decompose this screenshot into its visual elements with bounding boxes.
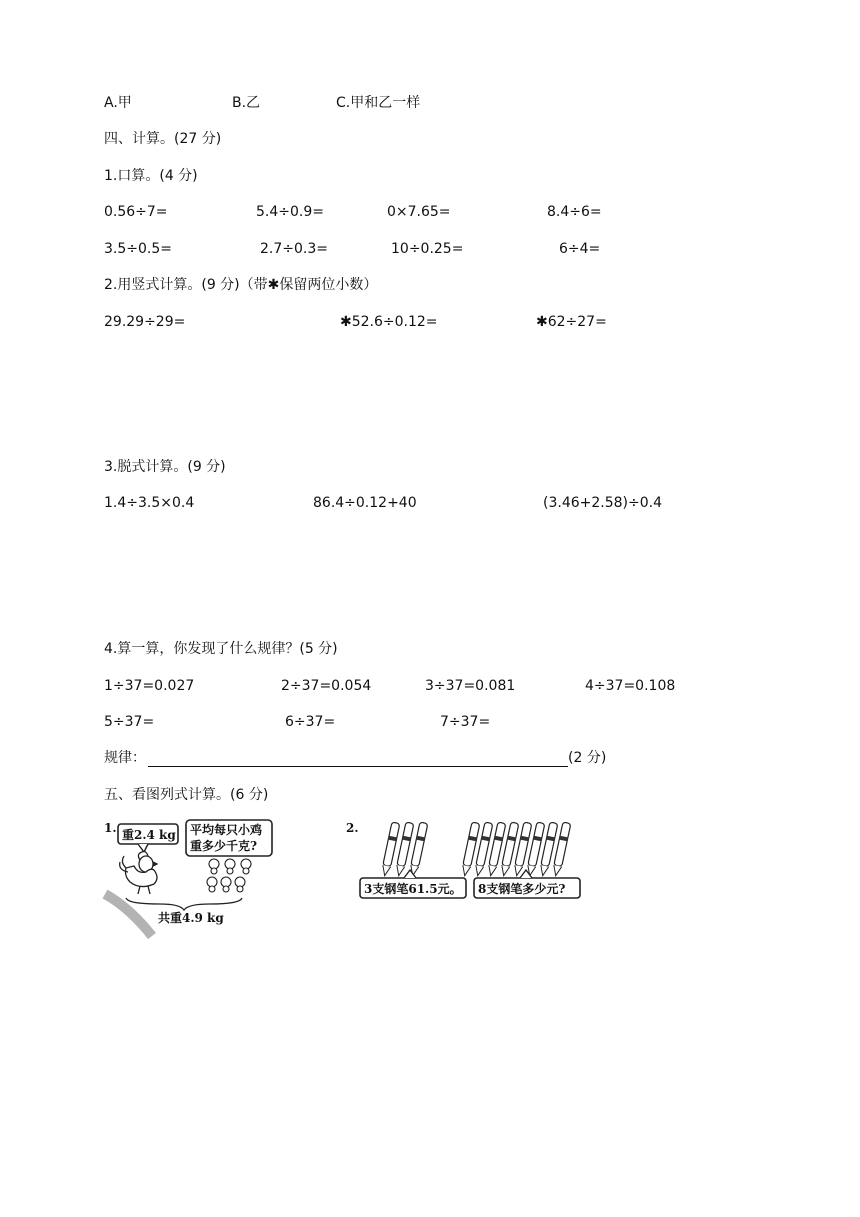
pen-bubble-right-text: 8支钢笔多少元? [478,882,566,896]
q4-item: 1÷37=0.027 [104,678,195,694]
q1-item: 6÷4= [559,241,601,257]
q2-title [104,276,377,294]
q1-item: 8.4÷6= [547,204,602,220]
q1-item: 0×7.65= [387,204,451,220]
q2-item-text: 62÷27= [547,314,607,330]
pen-group-left-icon [381,822,428,876]
q3-item: (3.46+2.58)÷0.4 [543,495,662,511]
choice-a: A.甲 [104,95,132,111]
choice-c: C.甲和乙一样 [336,95,421,111]
q2-item [340,313,438,331]
q2-title-prefix: 2.用竖式计算。(9 分)（带 [104,277,268,293]
pen-bubble-left-text: 3支钢笔61.5元。 [364,882,462,896]
q1-item: 5.4÷0.9= [256,204,324,220]
q3-item: 1.4÷3.5×0.4 [104,495,195,511]
q2-item-text: 52.6÷0.12= [351,314,438,330]
star-icon: ✱ [536,314,548,330]
rule-line [104,749,606,767]
q4-item: 4÷37=0.108 [585,678,676,694]
star-icon: ✱ [267,277,280,293]
q1-item: 2.7÷0.3= [260,241,328,257]
q4-item: 5÷37= [104,714,155,730]
weight-bubble-tail [138,844,148,852]
pen-group-right-icon [461,822,571,876]
q4-item: 3÷37=0.081 [425,678,516,694]
q4-item: 6÷37= [285,714,336,730]
total-brace [126,898,242,910]
figure2-number: 2. [346,821,359,835]
q1-item: 10÷0.25= [391,241,464,257]
chicks-icon [207,859,251,892]
section4-title: 四、计算。(27 分) [104,131,222,147]
q4-item: 7÷37= [440,714,491,730]
weight-bubble-text: 重2.4 kg [122,828,176,842]
rule-answer-blank[interactable] [148,752,568,767]
q1-item: 3.5÷0.5= [104,241,172,257]
question-bubble-line1: 平均每只小鸡 [190,823,263,837]
rule-points: (2 分) [568,750,607,766]
q2-item [536,313,607,331]
q3-item: 86.4÷0.12+40 [313,495,417,511]
figure-rooster-chicks [100,816,290,940]
figure1-number: 1. [104,821,117,835]
question-bubble-line2: 重多少千克? [190,839,258,853]
q3-title: 3.脱式计算。(9 分) [104,459,226,475]
q2-item: 29.29÷29= [104,314,186,330]
q1-item: 0.56÷7= [104,204,168,220]
star-icon: ✱ [340,314,352,330]
q4-title: 4.算一算，你发现了什么规律？(5 分) [104,641,338,657]
q4-item: 2÷37=0.054 [281,678,372,694]
q1-title: 1.口算。(4 分) [104,168,198,184]
rooster-icon [120,852,157,895]
q2-title-suffix: 保留两位小数） [279,277,378,293]
rule-label: 规律： [104,750,146,766]
figure-pens [344,816,590,904]
total-weight-text: 共重4.9 kg [158,911,224,925]
section5-title: 五、看图列式计算。(6 分) [104,787,269,803]
choice-b: B.乙 [232,95,261,111]
